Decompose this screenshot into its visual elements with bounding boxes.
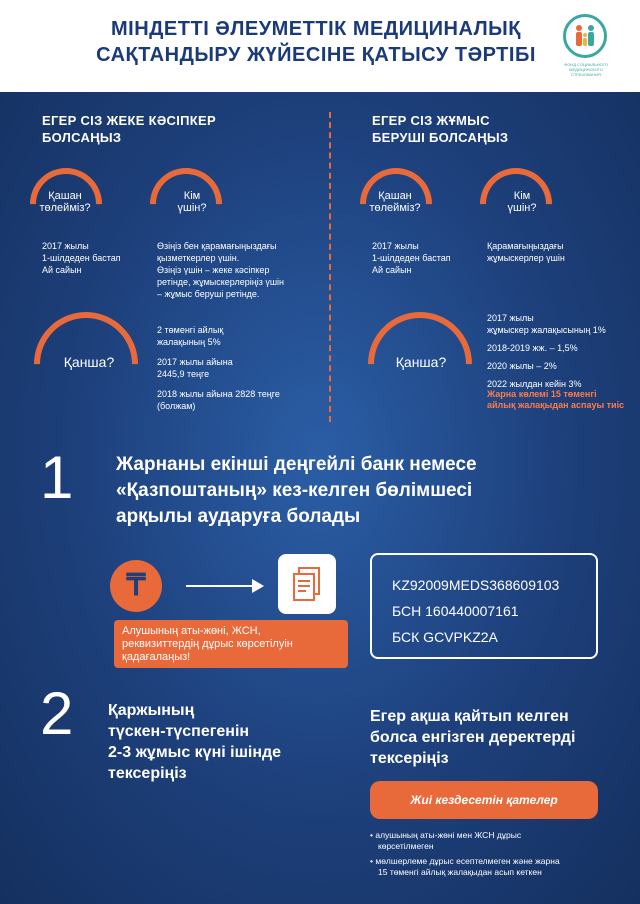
- bullet-text: мөлшерлеме дұрыс есептелмеген және жарна: [375, 856, 560, 866]
- text-line: жалақының 5%: [157, 337, 221, 347]
- warning-line: Алушының аты-жөні, ЖСН,: [122, 625, 261, 637]
- label-line: Қашан: [48, 190, 82, 202]
- text-line: 2017 жылы айына: [157, 357, 233, 367]
- text-line: 2020 жылы – 2%: [487, 361, 557, 371]
- step-line: Қаржының: [108, 702, 195, 719]
- warning-line: реквизиттердің дұрыс көрсетілуін: [122, 638, 293, 650]
- text-line: Қарамағыңыздағы: [487, 241, 564, 251]
- note-line: Жарна көлемі 15 төменгі: [487, 389, 597, 399]
- text-line: қызметкерлер үшін.: [157, 253, 240, 263]
- family-icon: [571, 22, 601, 52]
- when-label: [360, 190, 430, 214]
- label-line: үшін?: [177, 202, 207, 214]
- text-line: жұмыскерлер үшін: [487, 253, 565, 263]
- iban-value: KZ92009MEDS368609103: [392, 577, 560, 593]
- step-line: Егер ақша қайтып келген: [370, 708, 569, 725]
- step-line: арқылы аударуға болады: [116, 506, 361, 527]
- step-line: 2-3 жұмыс күні ішінде: [108, 744, 282, 761]
- step-number-1: 1: [40, 444, 74, 511]
- bullet-line: • мөлшерлеме дұрыс есептелмеген және жарна: [370, 856, 560, 866]
- who-text: [487, 240, 565, 264]
- text-line: Ай сайын: [42, 265, 82, 275]
- arrow-right-icon: [186, 585, 256, 587]
- text-line: 2022 жылдан кейін 3%: [487, 379, 582, 389]
- label-line: Кім: [513, 190, 531, 202]
- label-line: Кім: [183, 190, 201, 202]
- text-line: Ай сайын: [372, 265, 412, 275]
- how-much-label: Қанша?: [395, 354, 447, 370]
- bullet-line: • алушының аты-жөні мен ЖСН дұрыс: [370, 830, 522, 840]
- step2-left-text: [108, 700, 328, 784]
- when-text: [42, 240, 121, 276]
- label-line: Қашан: [378, 190, 412, 202]
- step-number-2: 2: [40, 680, 74, 747]
- label-line: төлейміз?: [369, 202, 421, 214]
- how-much-text: [487, 312, 637, 390]
- who-label: [150, 190, 234, 214]
- step1-text: [116, 452, 616, 530]
- step-line: тексеріңіз: [370, 750, 449, 767]
- step-line: түскен-түспегенін: [108, 723, 250, 740]
- bank-details-box: [370, 553, 598, 659]
- text-line: 2017 жылы: [487, 313, 534, 323]
- header: [0, 0, 640, 92]
- title-line: МІНДЕТТІ ӘЛЕУМЕТТІК МЕДИЦИНАЛЫҚ: [111, 18, 521, 40]
- common-errors-button[interactable]: Жиі кездесетін қателер: [370, 781, 598, 819]
- heading-line: ЕГЕР СІЗ ЖЕКЕ КӘСІПКЕР: [42, 113, 216, 128]
- text-line: (болжам): [157, 401, 196, 411]
- heading-line: БОЛСАҢЫЗ: [42, 130, 122, 145]
- bullet-text: алушының аты-жөні мен ЖСН дұрыс: [375, 830, 522, 840]
- how-much-text: [157, 324, 327, 412]
- heading-line: ЕГЕР СІЗ ЖҰМЫС: [372, 113, 490, 128]
- note-line: айлық жалақыдан аспауы тиіс: [487, 400, 625, 410]
- text-line: 2017 жылы: [372, 241, 419, 251]
- text-line: – жұмыс беруші ретінде.: [157, 289, 260, 299]
- text-line: жұмыскер жалақысының 1%: [487, 325, 606, 335]
- text-line: 1-шілдеден бастап: [372, 253, 451, 263]
- step-line: тексеріңіз: [108, 765, 187, 782]
- label-line: төлейміз?: [39, 202, 91, 214]
- when-text: [372, 240, 451, 276]
- step-line: Жарнаны екінші деңгейлі банк немесе: [116, 454, 477, 475]
- warning-line: қадағалаңыз!: [122, 651, 191, 663]
- logo-text: ФОНД СОЦИАЛЬНОГО МЕДИЦИНСКОГО СТРАХОВАНИЯ: [564, 62, 608, 77]
- text-line: 2018 жылы айына 2828 теңге: [157, 389, 280, 399]
- who-text: [157, 240, 327, 300]
- text-line: Өзіңіз үшін – жеке кәсіпкер: [157, 265, 270, 275]
- limit-note: [487, 389, 637, 411]
- title-line: САҚТАНДЫРУ ЖҮЙЕСІНЕ ҚАТЫСУ ТӘРТІБІ: [96, 44, 536, 66]
- how-much-label: Қанша?: [63, 354, 115, 370]
- error-list-item: [370, 856, 620, 878]
- fund-logo: [560, 14, 612, 80]
- heading-line: БЕРУШІ БОЛСАҢЫЗ: [372, 130, 509, 145]
- text-line: 2017 жылы: [42, 241, 89, 251]
- bullet-text: 15 төменгі айлық жалақыдан асып кеткен: [378, 867, 542, 877]
- step-line: болса енгізген деректерді: [370, 729, 576, 746]
- when-label: [30, 190, 100, 214]
- page-title: [96, 16, 536, 68]
- document-icon: [278, 554, 336, 614]
- text-line: 1-шілдеден бастап: [42, 253, 121, 263]
- label-line: үшін?: [507, 202, 537, 214]
- column-divider: [329, 112, 331, 422]
- right-heading: [372, 112, 508, 146]
- bic-value: БСК GCVPKZ2A: [392, 629, 498, 645]
- arrow-head-icon: [252, 579, 264, 593]
- warning-box: [114, 620, 348, 668]
- tenge-symbol: ₸: [126, 569, 146, 602]
- error-list-item: [370, 830, 620, 852]
- text-line: ретінде, жұмыскерлеріңіз үшін: [157, 277, 285, 287]
- bin-value: БСН 160440007161: [392, 603, 519, 619]
- text-line: 2445,9 теңге: [157, 369, 210, 379]
- tenge-icon: [110, 560, 162, 612]
- step-line: «Қазпоштаның» кез-келген бөлімшесі: [116, 480, 473, 501]
- text-line: Өзіңіз бен қарамағыңыздағы: [157, 241, 277, 251]
- text-line: 2 төменгі айлық: [157, 325, 224, 335]
- step2-right-text: [370, 706, 620, 769]
- bullet-text: көрсетілмеген: [378, 841, 434, 851]
- left-heading: [42, 112, 216, 146]
- text-line: 2018-2019 жж. – 1,5%: [487, 343, 578, 353]
- who-label: [480, 190, 564, 214]
